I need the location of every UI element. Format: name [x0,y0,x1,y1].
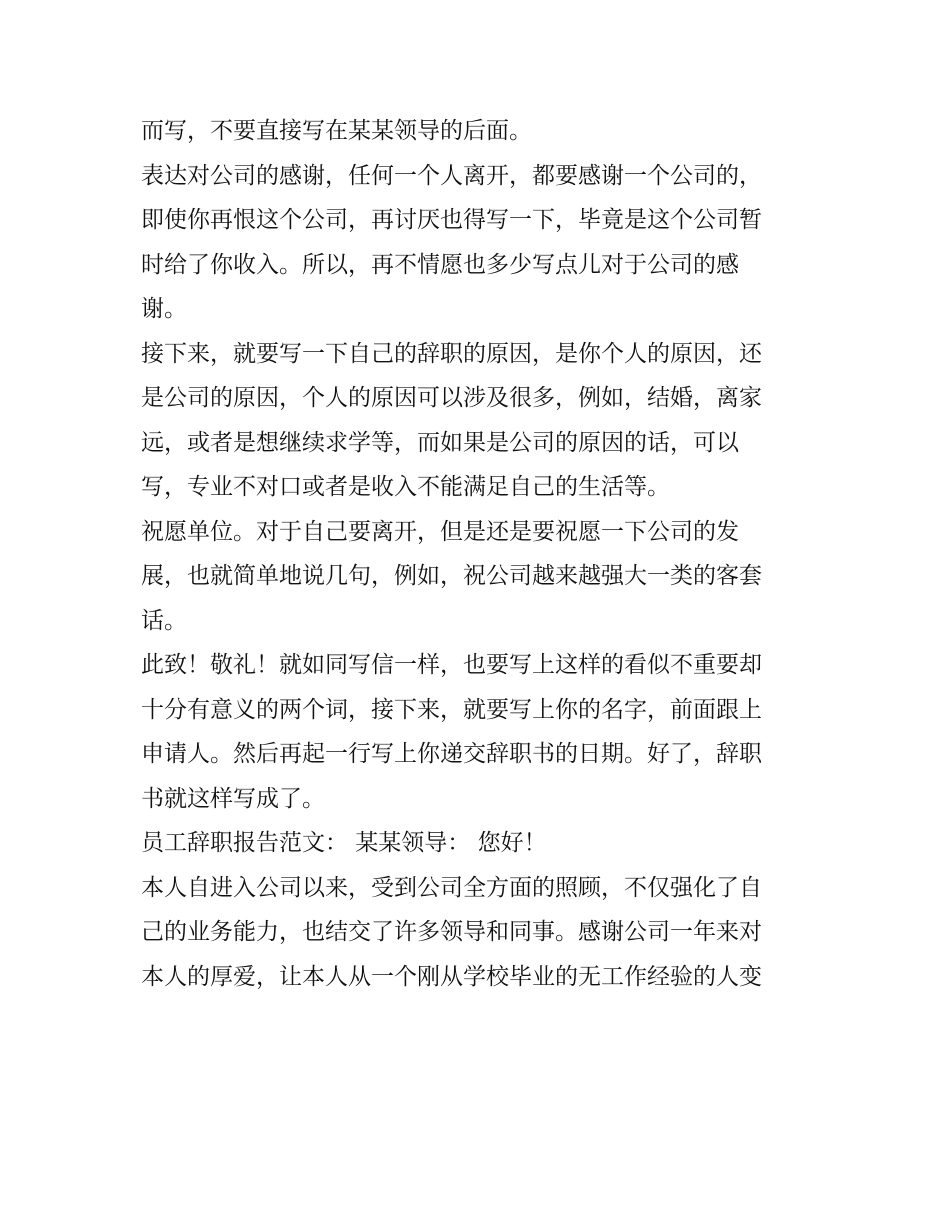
text-line: 即使你再恨这个公司，再讨厌也得写一下，毕竟是这个公司暂 [141,207,762,233]
text-line: 远，或者是想继续求学等，而如果是公司的原因的话，可以 [141,429,739,456]
text-line: 时给了你收入。所以，再不情愿也多少写点儿对于公司的感 [141,251,739,278]
text-line: 接下来，就要写一下自己的辞职的原因，是你个人的原因，还 [141,340,762,367]
text-line: 本人自进入公司以来，受到公司全方面的照顾，不仅强化了自 [141,874,762,901]
text-line: 祝愿单位。对于自己要离开，但是还是要祝愿一下公司的发 [141,518,739,545]
text-line: 申请人。然后再起一行写上你递交辞职书的日期。好了，辞职 [141,741,762,767]
text-line: 书就这样写成了。 [141,785,325,812]
text-line: 表达对公司的感谢，任何一个人离开，都要感谢一个公司的， [141,162,762,189]
text-line: 写，专业不对口或者是收入不能满足自己的生活等。 [141,474,670,500]
text-line: 谢。 [141,296,187,322]
text-line: 话。 [141,607,187,634]
text-line: 而写，不要直接写在某某领导的后面。 [141,118,532,144]
text-line: 员工辞职报告范文： 某某领导： 您好！ [141,830,547,856]
text-line: 己的业务能力，也结交了许多领导和同事。感谢公司一年来对 [141,919,762,945]
text-line: 是公司的原因，个人的原因可以涉及很多，例如，结婚，离家 [141,385,762,411]
text-line: 此致！敬礼！就如同写信一样，也要写上这样的看似不重要却 [141,652,762,678]
text-line: 展，也就简单地说几句，例如，祝公司越来越强大一类的客套 [141,563,762,589]
document-body [141,109,811,999]
text-line: 本人的厚爱，让本人从一个刚从学校毕业的无工作经验的人变 [141,963,762,990]
text-line: 十分有意义的两个词，接下来，就要写上你的名字，前面跟上 [141,696,762,723]
